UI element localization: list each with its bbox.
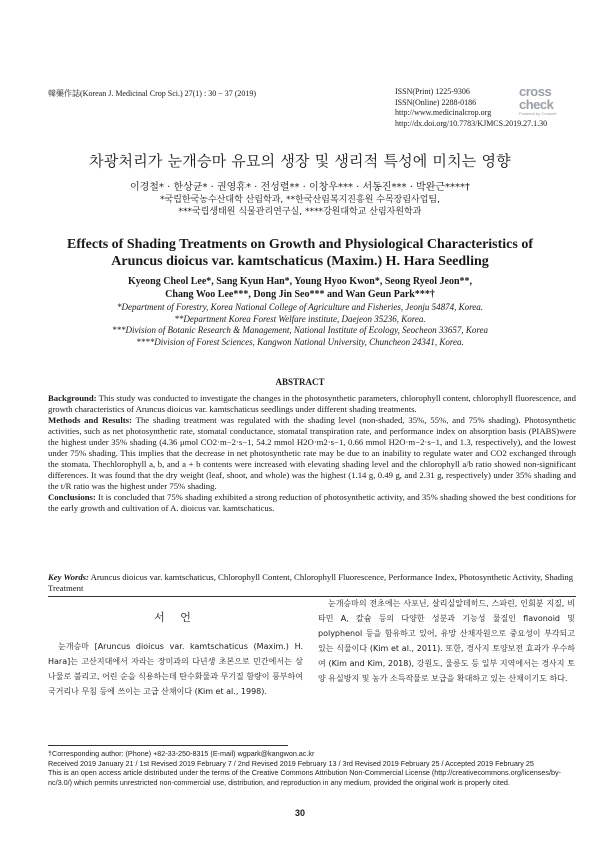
abstract-methods [48, 415, 576, 492]
abstract-conclusions-label: Conclusions: [48, 492, 96, 502]
english-title-line: Effects of Shading Treatments on Growth and Physiological Characteristics of [66, 237, 533, 252]
received-dates: Received 2019 January 21 / 1st Revised 2019 February 7 / 2nd Revised 2019 February 13 / 3rd Revised 2019 February 25 / Accepted 2019 February 25 [48, 758, 534, 768]
english-title-line: Aruncus dioicus var. kamtschaticus (Maxim.) H. Hara Seedling [111, 254, 489, 269]
english-affiliations [30, 302, 570, 348]
korean-title: 차광처리가 눈개승마 유묘의 생장 및 생리적 특성에 미치는 영향 [89, 152, 511, 170]
corresponding-author: †Corresponding author: (Phone) +82-33-250-8315 (E-mail) wgpark@kangwon.ac.kr [48, 749, 315, 758]
abstract-background-label: Background: [48, 393, 97, 403]
abstract-methods-text: The shading treatment was regulated with the shading level (non-shaded, 35%, 55%, and 75% shading). Photosynthetic activities, such as net photosynthetic rate, stomatal conductance, stomatal transpiration rate, and performance index on absorption basis (PIABS)were the highest under 35% shading (4.36 μmol CO2·m−2·s−1, 54.2 mmol H2O·m2·s−1, 0.66 mmol H2O·m−2·s−1, and 1.3, respectively), and the lowest under 75% shading. This implies that the decrease in net photosynthetic rate may be due to an inability to regulate water and CO2 exchanged through the stomata. Thechlorophyll a, b, and a + b contents were increased with elevating shading level and the chlorophyll a/b ratio showed non-significant differences. It was found that the dry weight (leaf, shoot, and whole) was the highest (1.14 g, 0.49 g, and 2.31 g, respectively) under 35% shading and the t/R ratio was the highest under 75% shading. [48, 415, 576, 491]
section-heading-introduction: 서 언 [154, 611, 197, 624]
english-affiliation-line: ***Division of Botanic Research & Management, National Institute of Ecology, Seocheon 33657, Korea [111, 325, 489, 335]
page-number: 30 [294, 808, 305, 818]
body-paragraph: 눈개승마 [Aruncus dioicus var. kamtschaticus (Maxim.) H. Hara]는 고산지대에서 자라는 장미과의 다년생 초본으로 민간에서는 삼나물로 불리고, 어린 순을 식용하는데 탄수화물과 무기질 함량이 풍부하여 국거리나 무침 등에 쓰이는 고급 산채이다 (Kim et al., 1998). [48, 642, 303, 696]
english-authors-line: Chang Woo Lee***, Dong Jin Seo*** and Wan Geun Park***† [165, 289, 435, 300]
english-affiliation-line: *Department of Forestry, Korea National College of Agriculture and Fisheries, Jeonju 54874, Korea. [117, 302, 483, 312]
korean-authors: 이경철* · 한상균* · 권영휴* · 전성렬** · 이창우*** · 서동진*** · 박완근****† [129, 182, 471, 193]
abstract-methods-label: Methods and Results: [48, 415, 132, 425]
body-column-right [318, 596, 575, 686]
abstract-conclusions [48, 492, 576, 514]
korean-affiliation-line: *국립한국농수산대학 산림학과, **한국산림복지진흥원 수목장림사업팀, [160, 195, 440, 205]
keywords-text: Aruncus dioicus var. kamtschaticus, Chlorophyll Content, Chlorophyll Fluorescence, Performance Index, Photosynthetic Activity, Shading Treatment [48, 572, 574, 593]
body-paragraph: 눈개승마의 전초에는 사포닌, 살리실알데히드, 스파린, 인회분 지질, 비타민 A, 칼슘 등의 다양한 성분과 기능성 물질인 flavonoid 및 polyphenol 등을 함유하고 있어, 유망 산채자원으로 중요성이 부각되고 있는 식물이다 (Kim et al., 2011). 또한, 경사지 토양보전 효과가 우수하여 (Kim and Kim, 2018), 강원도, 울릉도 등 일부 지역에서는 경사지 토양 유실방지 및 농가 소득작물로 보급을 확대하고 있는 산채이기도 하다. [318, 599, 575, 683]
issn-print: ISSN(Print) 1225-9306 [395, 87, 470, 96]
crossmark-word-cross: cross [519, 84, 552, 99]
abstract-heading: ABSTRACT [275, 377, 325, 387]
abstract-conclusions-text: It is concluded that 75% shading exhibited a strong reduction of photosynthetic activity, and 35% shading showed the best conditions for the early growth and cultivation of A. dioicus var. kamtschaticus. [48, 492, 576, 513]
abstract-body [48, 393, 576, 514]
keywords-label: Key Words: [48, 572, 89, 582]
english-affiliation-line: ****Division of Forest Sciences, Kangwon National University, Chuncheon 24341, Korea. [136, 336, 464, 347]
journal-citation: 韓藥作誌(Korean J. Medicinal Crop Sci.) 27(1) : 30 − 37 (2019) [48, 89, 257, 98]
crossmark-logo[interactable] [519, 85, 571, 117]
body-column-left [48, 610, 303, 699]
crossmark-word-check: check [519, 97, 554, 112]
issn-online: ISSN(Online) 2288-0186 [395, 97, 477, 107]
keywords [48, 572, 576, 594]
korean-affiliations [0, 194, 600, 218]
footnote-divider [48, 745, 288, 746]
footnote [48, 749, 576, 787]
abstract-background [48, 393, 576, 415]
english-title [30, 236, 570, 270]
journal-website-link[interactable]: http://www.medicinalcrop.org [395, 108, 492, 117]
crossmark-powered: Powered by Crossref [519, 111, 557, 116]
english-affiliation-line: **Department Korea Forest Welfare institute, Daejeon 35236, Korea. [174, 313, 426, 324]
english-authors-line: Kyeong Cheol Lee*, Sang Kyun Han*, Young Hyoo Kwon*, Seong Ryeol Jeon**, [127, 276, 473, 287]
korean-affiliation-line: ***국립생태원 식물관리연구실, ****강원대학교 산림자원학과 [178, 207, 422, 217]
english-authors [30, 275, 570, 301]
license-text: This is an open access article distributed under the terms of the Creative Commons Attribution Non-Commercial License (http://creativecommons.org/licenses/by-nc/3.0/) which permits unrestricted non-commercial use, distribution, and reproduction in any medium, provided the original work is properly cited. [48, 768, 561, 787]
abstract-background-text: This study was conducted to investigate the changes in the photosynthetic parameters, chlorophyll content, chlorophyll fluorescence, and growth characteristics of Aruncus dioicus var. kamtschaticus seedlings under different shading treatments. [48, 393, 576, 414]
doi-link[interactable]: http://dx.doi.org/10.7783/KJMCS.2019.27.1.30 [395, 118, 548, 128]
